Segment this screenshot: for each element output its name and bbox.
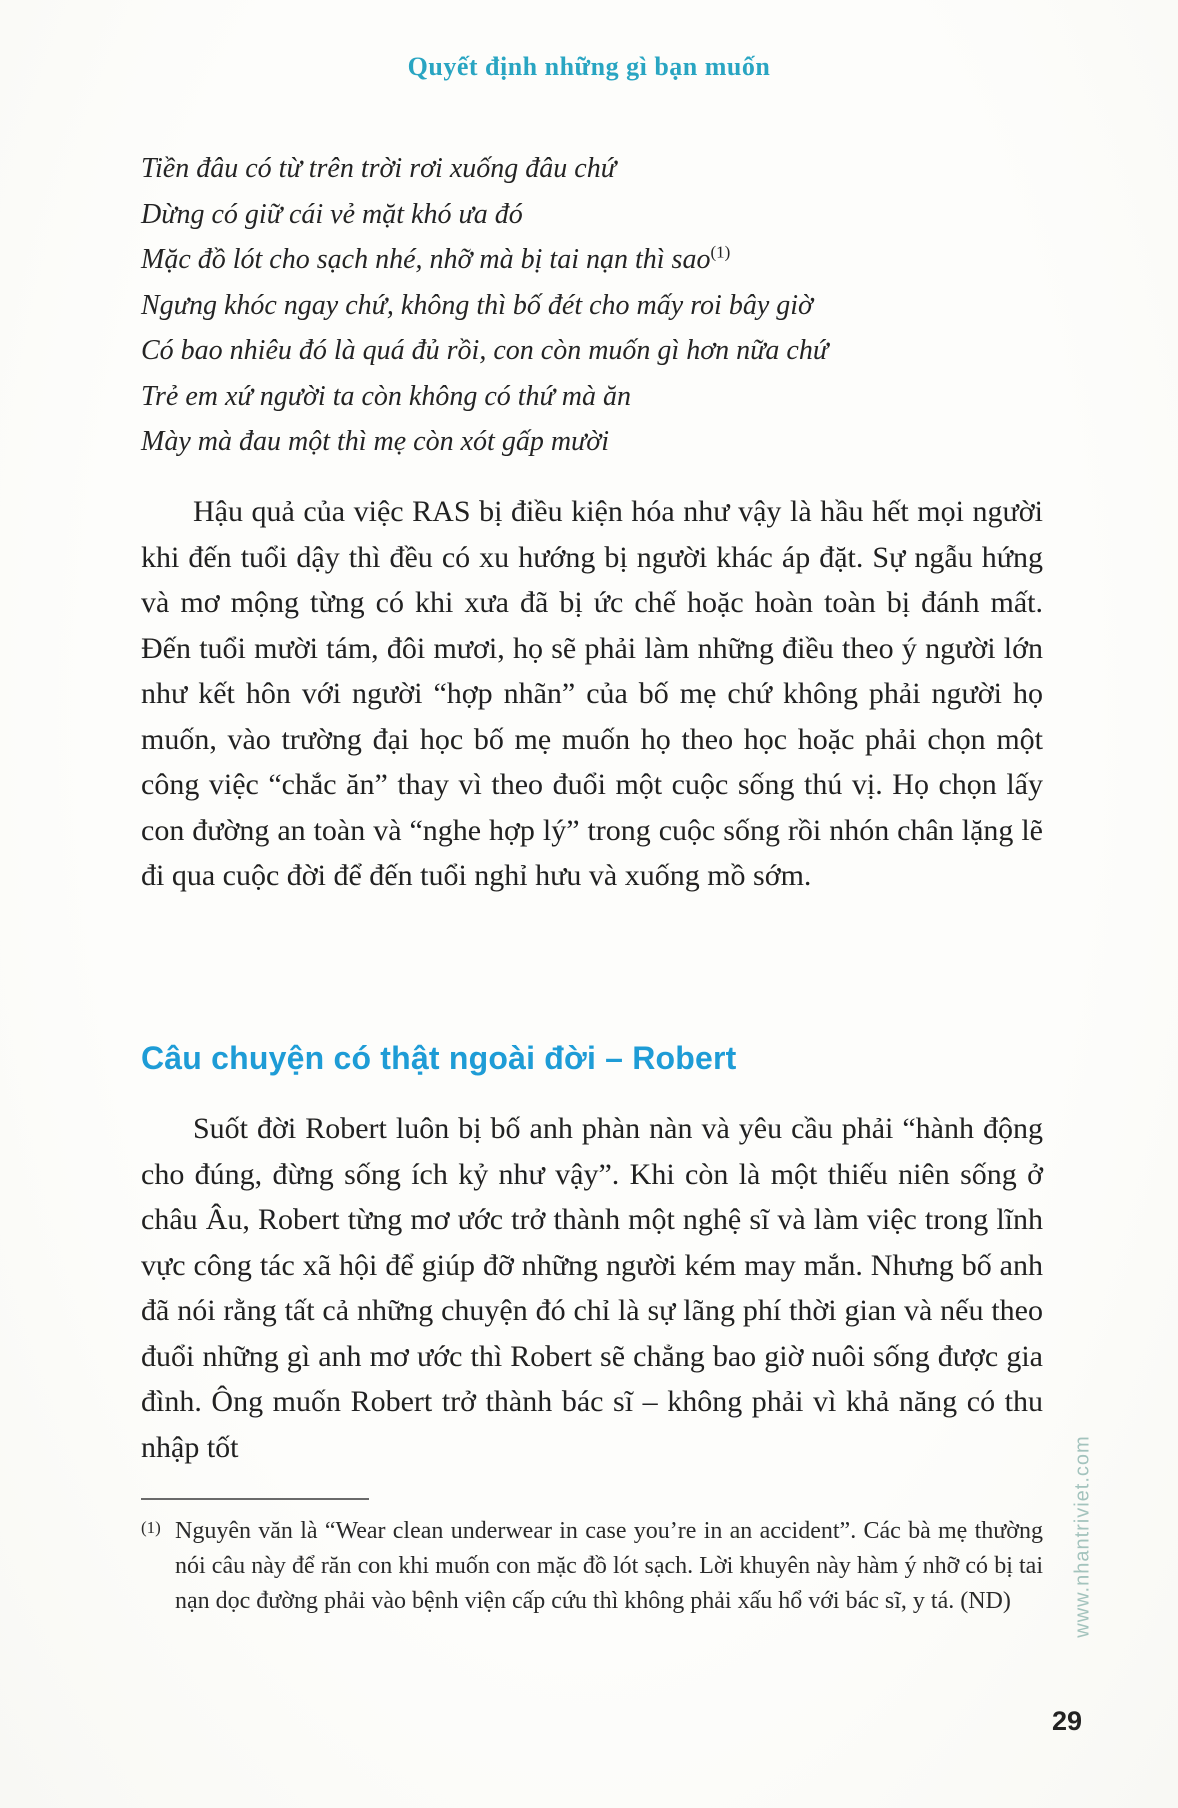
poem-line: Ngưng khóc ngay chứ, không thì bố đét cho mấy roi bây giờ	[141, 289, 813, 321]
page-number: 29	[1052, 1706, 1083, 1736]
watermark-publisher-url: www.nhantriviet.com	[1071, 1435, 1094, 1638]
footnote-area	[141, 1498, 1043, 1619]
paragraph-robert-story: Suốt đời Robert luôn bị bố anh phàn nàn và yêu cầu phải “hành động cho đúng, đừng sống ích kỷ như vậy”. Khi còn là một thiếu niên sống ở châu Âu, Robert từng mơ ước trở thành một nghệ sĩ và làm việc trong lĩnh vực công tác xã hội để giúp đỡ những người kém may mắn. Nhưng bố anh đã nói rằng tất cả những chuyện đó chỉ là sự lãng phí thời gian và nếu theo đuổi những gì anh mơ ước thì Robert sẽ chẳng bao giờ nuôi sống được gia đình. Ông muốn Robert trở thành bác sĩ – không phải vì khả năng có thu nhập tốt	[141, 1112, 1043, 1464]
running-header: Quyết định những gì bạn muốn	[407, 52, 771, 81]
footnote-text: Nguyên văn là “Wear clean underwear in case you’re in an accident”. Các bà mẹ thường nói câu này để răn con khi muốn con mặc đồ lót sạch. Lời khuyên này hàm ý nhỡ có bị tai nạn dọc đường phải vào bệnh viện cấp cứu thì không phải xấu hổ với bác sĩ, y tá. (ND)	[175, 1518, 1043, 1614]
poem-line	[141, 237, 1043, 283]
poem-line: Trẻ em xứ người ta còn không có thứ mà ăn	[141, 380, 632, 412]
poem-line: Có bao nhiêu đó là quá đủ rồi, con còn muốn gì hơn nữa chứ	[141, 335, 829, 366]
footnote-divider	[141, 1498, 369, 1500]
footnote-reference: (1)	[710, 242, 731, 262]
footnote	[141, 1514, 1043, 1619]
poem-line-text: Mặc đồ lót cho sạch nhé, nhỡ mà bị tai nạn thì sao	[141, 244, 711, 275]
poem-line: Dừng có giữ cái vẻ mặt khó ưa đó	[141, 198, 523, 230]
poem-block	[141, 146, 1043, 465]
paragraph-ras-consequences: Hậu quả của việc RAS bị điều kiện hóa như vậy là hầu hết mọi người khi đến tuổi dậy thì đều có xu hướng bị người khác áp đặt. Sự ngẫu hứng và mơ mộng từng có khi xưa đã bị ức chế hoặc hoàn toàn bị đánh mất. Đến tuổi mười tám, đôi mươi, họ sẽ phải làm những điều theo ý người lớn như kết hôn với người “hợp nhãn” của bố mẹ chứ không phải người họ muốn, vào trường đại học bố mẹ muốn họ theo học hoặc phải chọn một công việc “chắc ăn” thay vì theo đuổi một cuộc sống thú vị. Họ chọn lấy con đường an toàn và “nghe hợp lý” trong cuộc sống rồi nhón chân lặng lẽ đi qua cuộc đời để đến tuổi nghỉ hưu và xuống mồ sớm.	[141, 495, 1043, 892]
section-heading-robert-story: Câu chuyện có thật ngoài đời – Robert	[141, 1040, 737, 1076]
footnote-marker: (1)	[141, 1518, 161, 1537]
poem-line: Tiền đâu có từ trên trời rơi xuống đâu chứ	[141, 153, 616, 184]
poem-line: Mày mà đau một thì mẹ còn xót gấp mười	[141, 426, 610, 457]
